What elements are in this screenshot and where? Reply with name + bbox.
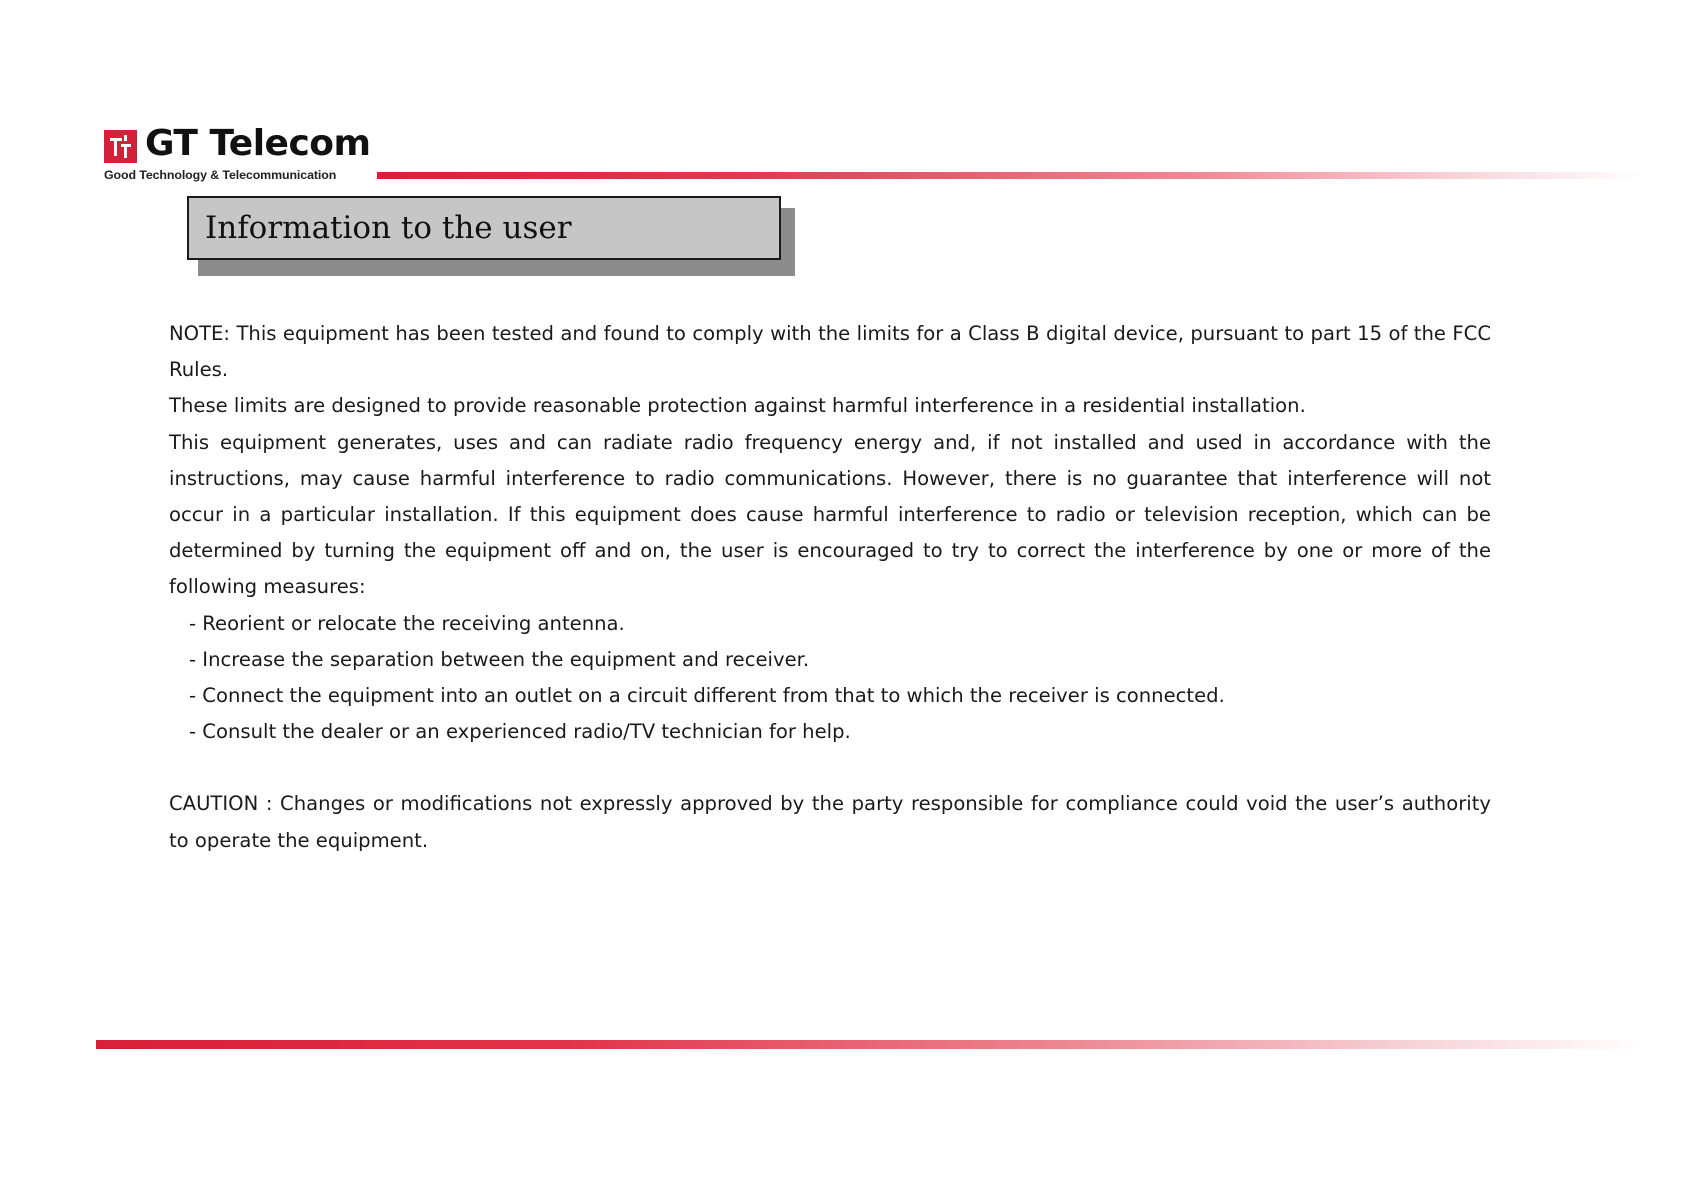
- page-title: Information to the user: [205, 210, 572, 246]
- equipment-paragraph: This equipment generates, uses and can radiate radio frequency energy and, if not installed and used in accordance with the instructions, may cause harmful interference to radio communications. However, there is no guarantee that interference will not occur in a particular installation. If this equipment does cause harmful interference to radio or television reception, which can be determined by turning the equipment off and on, the user is encouraged to try to correct the interference by one or more of the following measures:: [169, 430, 1491, 599]
- company-logo: [104, 123, 394, 186]
- list-item: - Reorient or relocate the receiving antenna.: [189, 611, 625, 635]
- list-item: - Increase the separation between the equipment and receiver.: [189, 647, 810, 671]
- logo-tagline: Good Technology & Telecommunication: [104, 168, 337, 182]
- limits-paragraph: These limits are designed to provide reasonable protection against harmful interference in a residential installation.: [169, 394, 1306, 418]
- logo-mark-icon: [104, 130, 137, 163]
- note-paragraph: NOTE: This equipment has been tested and found to comply with the limits for a Class B digital device, pursuant to part 15 of the FCC Rules.: [169, 322, 1491, 382]
- logo-name: GT Telecom: [145, 123, 371, 164]
- measures-list: [169, 606, 1491, 751]
- caution-paragraph: CAUTION : Changes or modifications not expressly approved by the party responsible for compliance could void the user’s authority to operate the equipment.: [169, 792, 1491, 852]
- list-item: - Consult the dealer or an experienced radio/TV technician for help.: [189, 720, 851, 744]
- header-divider: [377, 172, 1645, 179]
- footer-divider: [96, 1040, 1646, 1049]
- paragraph-spacer: [169, 750, 1491, 786]
- title-box: [187, 196, 781, 260]
- list-item: - Connect the equipment into an outlet on a circuit different from that to which the receiver is connected.: [189, 684, 1225, 708]
- document-body: [169, 316, 1491, 859]
